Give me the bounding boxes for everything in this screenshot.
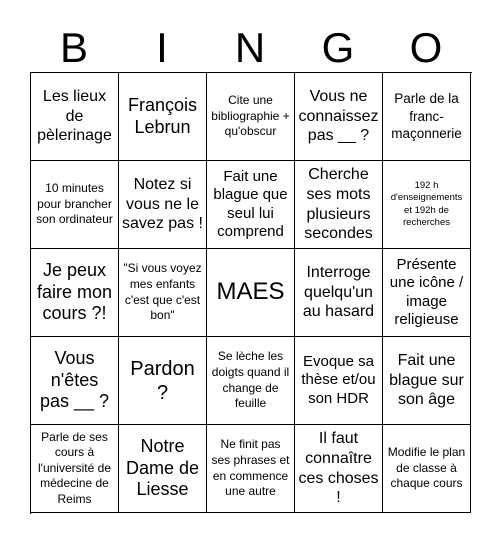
title-letter-o: O xyxy=(409,24,443,71)
cell-text: Interroge quelqu'un au hasard xyxy=(302,264,375,321)
bingo-title xyxy=(30,22,470,74)
cell-text: Se lèche les doigts quand il change de feuille xyxy=(211,349,290,411)
cell-text: Cherche ses mots plusieurs secondes xyxy=(304,166,373,243)
cell-text: "Si vous voyez mes enfants c'est que c'est bon" xyxy=(123,261,202,323)
bingo-cell-1[interactable] xyxy=(31,73,119,161)
cell-text: 192 h d'enseignements et 192h de recherches xyxy=(390,179,463,228)
cell-text: Je peux faire mon cours ?! xyxy=(36,260,113,324)
cell-text: Pardon ? xyxy=(130,357,195,404)
bingo-cell-25[interactable] xyxy=(383,425,471,513)
cell-text: Fait une blague sur son âge xyxy=(389,352,464,409)
cell-text: Parle de ses cours à l'université de médecine de Reims xyxy=(38,429,111,506)
bingo-cell-21[interactable] xyxy=(31,425,119,513)
cell-text: Vous ne connaissez pas __ ? xyxy=(298,88,379,145)
cell-text: Présente une icône / image religieuse xyxy=(389,255,464,328)
cell-text: Il faut connaître ces choses ! xyxy=(298,430,379,507)
cell-text: Modifie le plan de classe à chaque cours xyxy=(387,445,466,491)
bingo-cell-15[interactable] xyxy=(383,249,471,337)
bingo-cell-22[interactable] xyxy=(119,425,207,513)
bingo-cell-24[interactable] xyxy=(295,425,383,513)
cell-text: Notre Dame de Liesse xyxy=(125,436,200,500)
cell-text: Evoque sa thèse et/ou son HDR xyxy=(301,353,376,407)
title-letter-b: B xyxy=(59,24,88,71)
cell-text: Les lieux de pèlerinage xyxy=(37,88,112,145)
cell-text: François Lebrun xyxy=(127,94,198,137)
bingo-cell-5[interactable] xyxy=(383,73,471,161)
cell-text: Notez si vous ne le savez pas ! xyxy=(122,176,203,233)
bingo-cell-8[interactable] xyxy=(207,161,295,249)
title-letter-i: I xyxy=(156,24,168,71)
bingo-cell-16[interactable] xyxy=(31,337,119,425)
bingo-cell-7[interactable] xyxy=(119,161,207,249)
bingo-cell-6[interactable] xyxy=(31,161,119,249)
cell-text: Ne finit pas ses phrases et en commence une autre xyxy=(211,437,290,499)
bingo-cell-10[interactable] xyxy=(383,161,471,249)
cell-text: 10 minutes pour brancher son ordinateur xyxy=(36,181,113,227)
bingo-cell-11[interactable] xyxy=(31,249,119,337)
cell-text: Cite une bibliographie + qu'obscur xyxy=(211,93,290,139)
bingo-cell-23[interactable] xyxy=(207,425,295,513)
bingo-cell-2[interactable] xyxy=(119,73,207,161)
bingo-cell-9[interactable] xyxy=(295,161,383,249)
bingo-cell-18[interactable] xyxy=(207,337,295,425)
cell-text: Fait une blague que seul lui comprend xyxy=(213,167,288,240)
bingo-cell-12[interactable] xyxy=(119,249,207,337)
bingo-cell-20[interactable] xyxy=(383,337,471,425)
bingo-grid xyxy=(30,72,472,514)
cell-text: MAES xyxy=(216,278,285,306)
title-letter-n: N xyxy=(234,24,266,71)
title-letter-g: G xyxy=(321,24,355,71)
bingo-cell-17[interactable] xyxy=(119,337,207,425)
cell-text: Vous n'êtes pas __ ? xyxy=(39,348,110,412)
bingo-cell-14[interactable] xyxy=(295,249,383,337)
bingo-cell-4[interactable] xyxy=(295,73,383,161)
cell-text: Parle de la franc-maçonnerie xyxy=(391,91,462,142)
bingo-cell-19[interactable] xyxy=(295,337,383,425)
bingo-cell-free[interactable] xyxy=(207,249,295,337)
bingo-cell-3[interactable] xyxy=(207,73,295,161)
